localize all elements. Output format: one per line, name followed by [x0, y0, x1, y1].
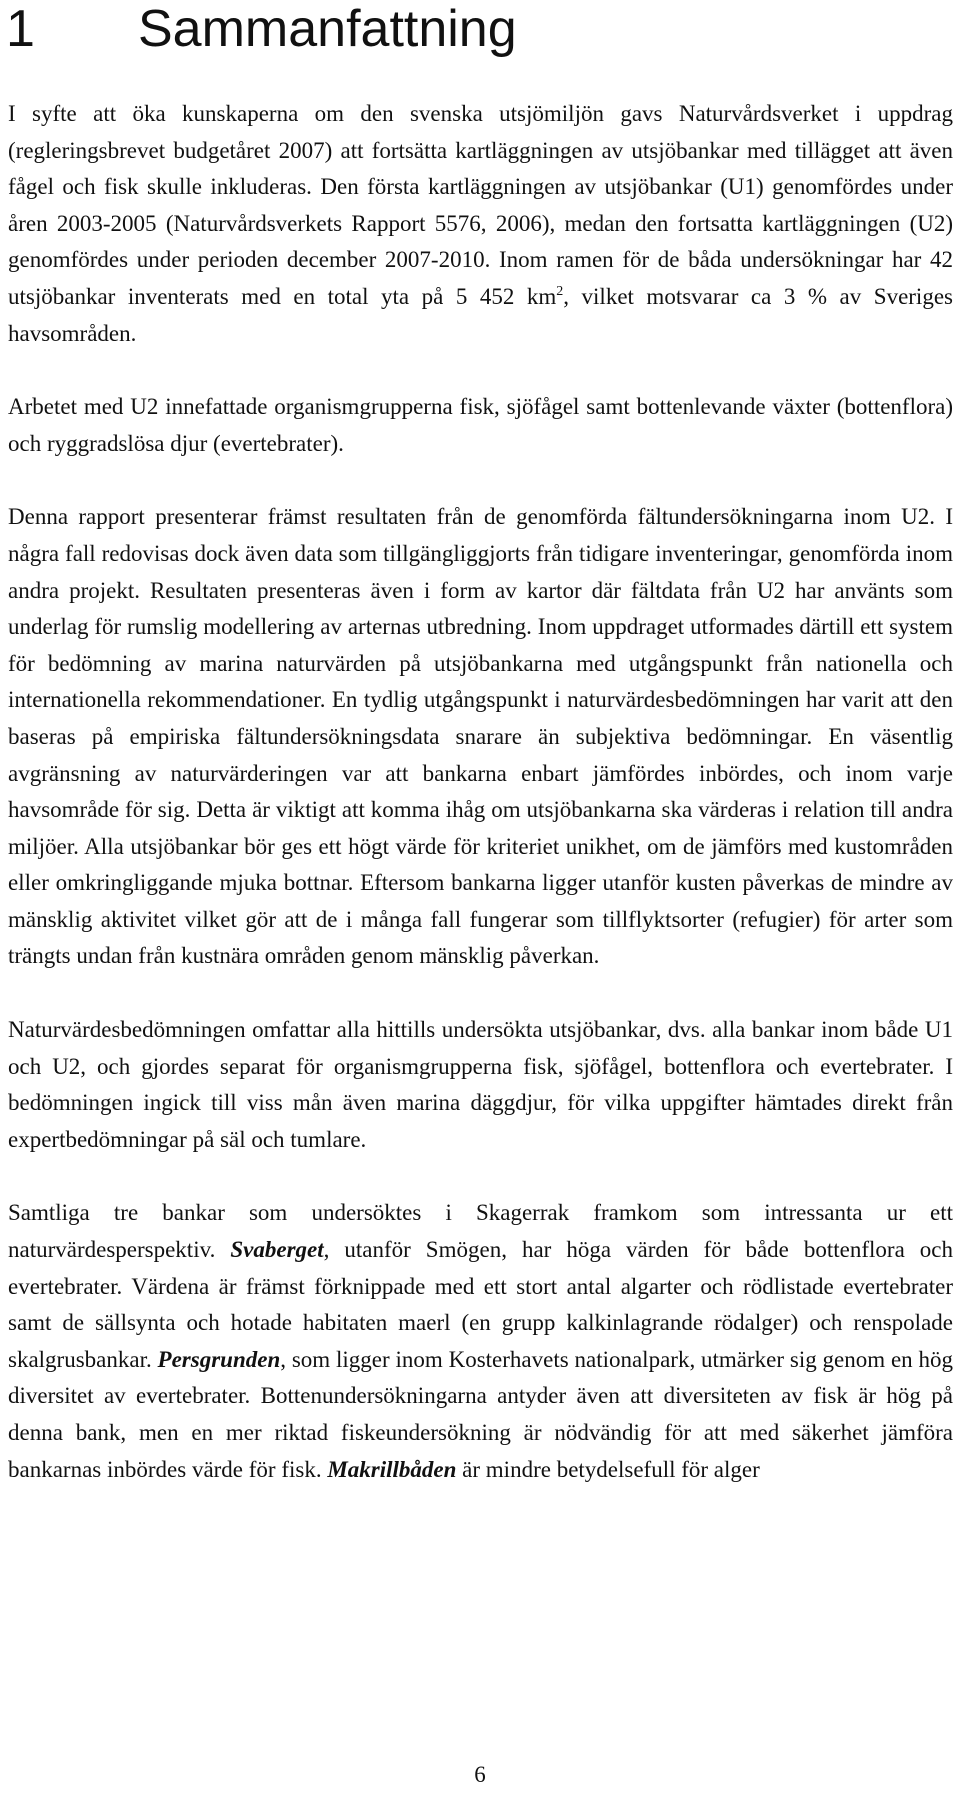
paragraph-text: , vilket motsvarar ca 3 % av Sveriges havsområden. — [8, 283, 953, 346]
superscript-exponent: 2 — [556, 283, 564, 299]
section-title: Sammanfattning — [138, 0, 517, 58]
bank-name-persgrunden: Persgrunden — [157, 1346, 281, 1372]
section-number: 1 — [6, 0, 35, 58]
paragraph-results: Denna rapport presenterar främst resultaten från de genomförda fältundersökningarna inom U2. I några fall redovisas dock även data som tillgängliggjorts från tidigare inventeringar, genomförda inom andra projekt. Resultaten presenteras även i form av kartor där fältdata från U2 har använts som underlag för rumslig modellering av arternas utbredning. Inom uppdraget utformades därtill ett system för bedömning av marina naturvärden på utsjöbankarna med utgångspunkt från nationella och internationella rekommendationer. En tydlig utgångspunkt i naturvärdesbedömningen har varit att den baseras på empiriska fältundersökningsdata snarare än subjektiva bedömningar. En väsentlig avgränsning av naturvärderingen var att bankarna enbart jämfördes inbördes, och inom varje havsområde för sig. Detta är viktigt att komma ihåg om utsjöbankarna ska värderas i relation till andra miljöer. Alla utsjöbankar bör ges ett högt värde för kriteriet unikhet, om de jämförs med kustområden eller omkringliggande mjuka bottnar. Eftersom bankarna ligger utanför kusten påverkas de mindre av mänsklig aktivitet vilket gör att de i många fall fungerar som tillflyktsorter (refugier) för arter som trängts undan från kustnära områden genom mänsklig påverkan. — [8, 504, 953, 969]
paragraph-text: Samtliga tre bankar som undersöktes i Skagerrak framkom som intressanta ur ett naturvärdesperspektiv. — [8, 1200, 953, 1263]
section-heading — [6, 0, 517, 58]
bank-name-svaberget: Svaberget — [230, 1237, 324, 1263]
paragraph-text: är mindre betydelsefull för alger — [456, 1456, 760, 1482]
paragraph-assessment: Naturvärdesbedömningen omfattar alla hittills undersökta utsjöbankar, dvs. alla bankar inom både U1 och U2, och gjordes separat för organismgrupperna fisk, sjöfågel, bottenflora och evertebrater. I bedömningen ingick till viss mån även marina däggdjur, för vilka uppgifter hämtades direkt från expertbedömningar på säl och tumlare. — [8, 1017, 953, 1152]
paragraph-skagerrak — [8, 1195, 953, 1488]
page-number: 6 — [474, 1762, 486, 1787]
paragraph-text: , som ligger inom Kosterhavets nationalpark, utmärker sig genom en hög diversitet av evertebrater. Bottenundersökningarna antyder även att diversiteten av fisk är hög på denna bank, men en mer riktad fiskeundersökning är nödvändig för att med säkerhet jämföra bankarnas inbördes värde för fisk. — [8, 1346, 953, 1482]
bank-name-makrillbaden: Makrillbåden — [327, 1456, 457, 1482]
paragraph-organism-groups: Arbetet med U2 innefattade organismgrupperna fisk, sjöfågel samt bottenlevande växter (bottenflora) och ryggradslösa djur (evertebrater). — [8, 394, 953, 456]
paragraph-purpose — [8, 96, 953, 352]
document-body — [8, 96, 953, 1488]
paragraph-text: I syfte att öka kunskaperna om den svenska utsjömiljön gavs Naturvårdsverket i uppdrag (regleringsbrevet budgetåret 2007) att fortsätta kartläggningen av utsjöbankar med tillägget att även fågel och fisk skulle inkluderas. Den första kartläggningen av utsjöbankar (U1) genomfördes under åren 2003-2005 (Naturvårdsverkets Rapport 5576, 2006), medan den fortsatta kartläggningen (U2) genomfördes under perioden december 2007-2010. Inom ramen för de båda undersökningar har 42 utsjöbankar inventerats med en total yta på 5 452 km — [8, 101, 953, 309]
paragraph-text: , utanför Smögen, har höga värden för både bottenflora och evertebrater. Värdena är främst förknippade med ett stort antal algarter och rödlistade evertebrater samt de sällsynta och hotade habitaten maerl (en grupp kalkinlagrande rödalger) och renspolade skalgrusbankar. — [8, 1237, 953, 1372]
